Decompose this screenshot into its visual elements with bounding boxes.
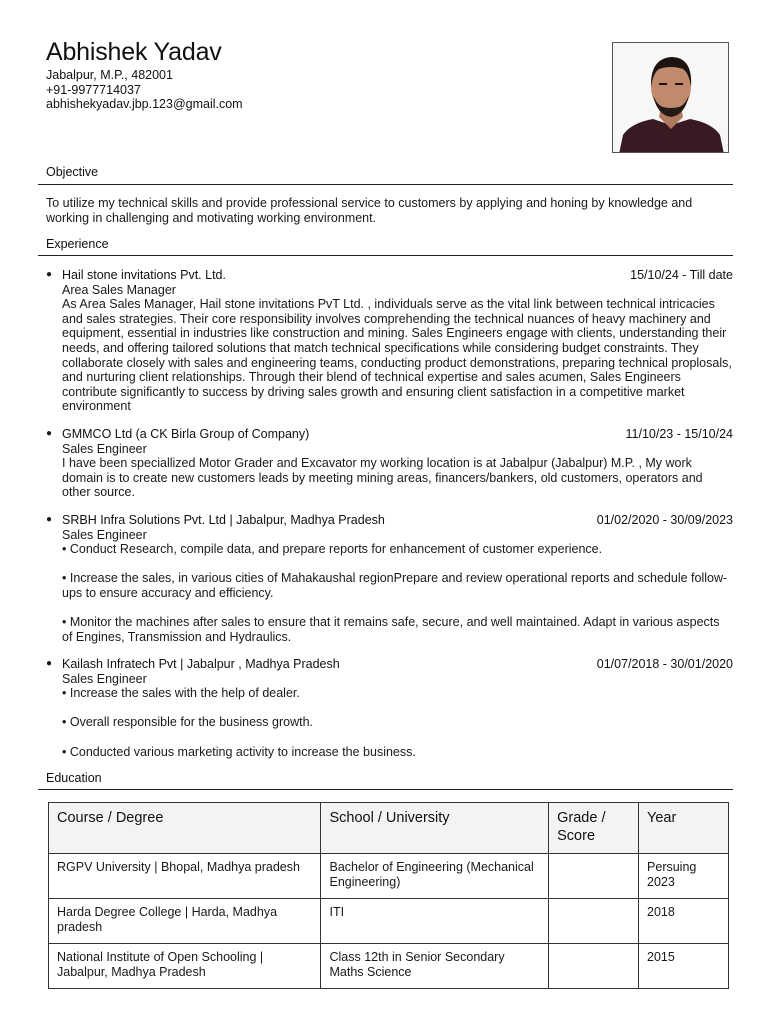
contact-info: [46, 68, 243, 112]
job-description: I have been speciallized Motor Grader and Excavator my working location is at Jabalpur (Jabalpur) M.P. , My work domain is to create new customers leads by meeting mining areas, financers/bankers, old customers, operators and other source.: [62, 456, 703, 500]
education-table: [48, 802, 729, 989]
cell-school: Bachelor of Engineering (Mechanical Engineering): [321, 854, 549, 899]
column-header-grade: Grade / Score: [549, 803, 639, 854]
divider-education: [38, 789, 733, 790]
bullet-icon: ●: [46, 428, 53, 439]
cell-school: ITI: [321, 899, 549, 944]
email-text: abhishekyadav.jbp.123@gmail.com: [46, 97, 243, 111]
company-name: Hail stone invitations Pvt. Ltd.: [62, 268, 226, 282]
table-row: [49, 854, 729, 899]
profile-photo: [612, 42, 729, 153]
job-role: Sales Engineer: [62, 671, 147, 686]
cell-grade: [549, 944, 639, 989]
job-role: Sales Engineer: [62, 527, 147, 542]
company-name: SRBH Infra Solutions Pvt. Ltd | Jabalpur, Madhya Pradesh: [62, 513, 385, 527]
table-header-row: [49, 803, 729, 854]
job-role: Sales Engineer: [62, 441, 147, 456]
table-row: [49, 899, 729, 944]
cell-course: Harda Degree College | Harda, Madhya pradesh: [49, 899, 321, 944]
job-duty: • Overall responsible for the business growth.: [62, 715, 314, 730]
employment-dates: 15/10/24 - Till date: [630, 268, 733, 282]
experience-item: [46, 427, 733, 500]
cell-course: RGPV University | Bhopal, Madhya pradesh: [49, 854, 321, 899]
objective-text: To utilize my technical skills and provide professional service to customers by applying and honing by knowledge and working in challenging and motivating working environment.: [46, 196, 693, 225]
employment-dates: 01/02/2020 - 30/09/2023: [596, 513, 733, 527]
table-row: [49, 944, 729, 989]
cell-year: 2015: [639, 944, 729, 989]
experience-item: [46, 268, 733, 414]
employment-dates: 01/07/2018 - 30/01/2020: [596, 657, 733, 671]
column-header-course: Course / Degree: [49, 803, 321, 854]
job-description: As Area Sales Manager, Hail stone invitations PvT Ltd. , individuals serve as the vital link between technical intricacies and sales strategies. Their core responsibility involves comprehending the technical nuances of heavy machinery and equipment, essential in industries like construction and mining. Sales Engineers engage with clients, understanding their needs, and offering tailored solutions that match technical specifications while considering budget constraints. They collaborate closely with sales and engineering teams, conducting product demonstrations, preparing technical proplosals, and nurturing client relationships. Through their blend of technical expertise and sales acumen, Sales Engineers contribute significantly to success by driving sales growth and ensuring client satisfaction in a competitive market environment: [62, 297, 732, 414]
job-duty: • Conducted various marketing activity to increase the business.: [62, 744, 416, 759]
company-name: GMMCO Ltd (a CK Birla Group of Company): [62, 427, 310, 441]
job-duty: • Monitor the machines after sales to ensure that it remains safe, secure, and well maintained. Adapt in various aspects of Engines, Transmission and Hydraulics.: [62, 615, 720, 644]
column-header-year: Year: [639, 803, 729, 854]
job-duty: • Increase the sales with the help of dealer.: [62, 686, 300, 701]
divider-experience: [38, 255, 733, 256]
experience-item: [46, 657, 733, 759]
job-role: Area Sales Manager: [62, 282, 176, 297]
column-header-school: School / University: [321, 803, 549, 854]
candidate-name: Abhishek Yadav: [46, 38, 222, 66]
section-title-education: Education: [46, 771, 102, 785]
cell-year: Persuing 2023: [639, 854, 729, 899]
cell-grade: [549, 854, 639, 899]
cell-school: Class 12th in Senior Secondary Maths Science: [321, 944, 549, 989]
experience-item: [46, 513, 733, 644]
address-text: Jabalpur, M.P., 482001: [46, 68, 173, 82]
cell-grade: [549, 899, 639, 944]
bullet-icon: ●: [46, 658, 53, 669]
section-title-objective: Objective: [46, 165, 99, 179]
company-name: Kailash Infratech Pvt | Jabalpur , Madhya Pradesh: [62, 657, 340, 671]
job-duty: • Increase the sales, in various cities of Mahakaushal regionPrepare and review operational reports and schedule follow-ups to ensure accuracy and efficiency.: [62, 571, 728, 600]
divider-objective: [38, 184, 733, 185]
bullet-icon: ●: [46, 269, 53, 280]
cell-year: 2018: [639, 899, 729, 944]
person-photo-icon: [613, 43, 729, 153]
phone-text: +91-9977714037: [46, 82, 141, 97]
employment-dates: 11/10/23 - 15/10/24: [625, 427, 733, 441]
cell-course: National Institute of Open Schooling | Jabalpur, Madhya Pradesh: [49, 944, 321, 989]
bullet-icon: ●: [46, 514, 53, 525]
job-duty: • Conduct Research, compile data, and prepare reports for enhancement of customer experience.: [62, 542, 603, 557]
section-title-experience: Experience: [46, 237, 109, 251]
